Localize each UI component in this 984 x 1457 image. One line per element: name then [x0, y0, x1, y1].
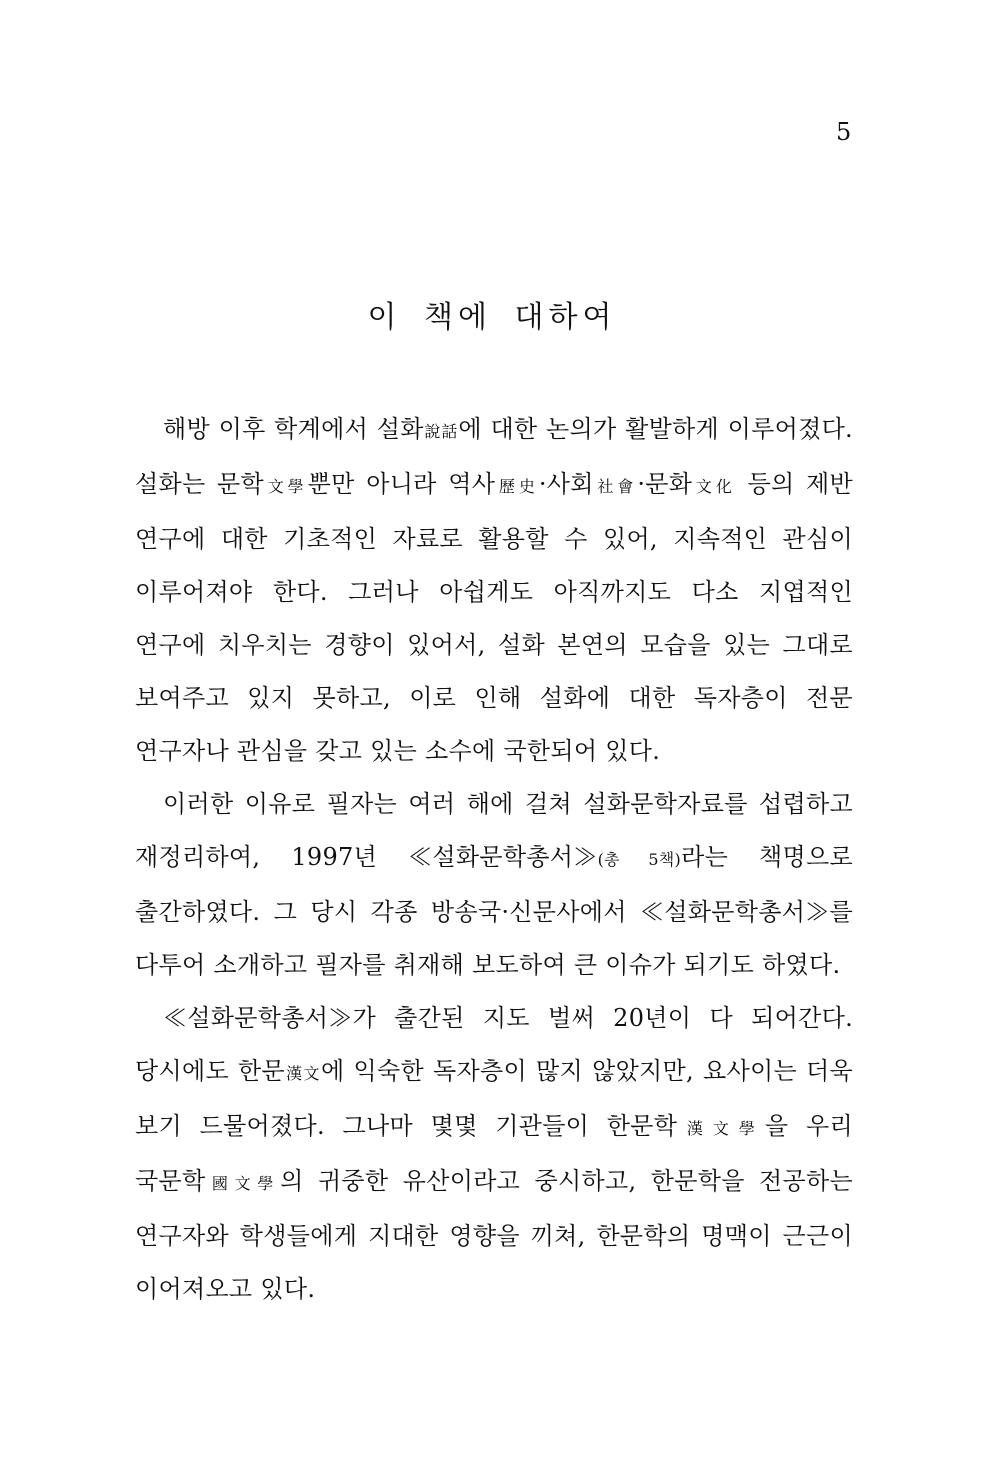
text-segment: ≪설화문학총서≫가 출간된 지도 벌써 20년이 다 되어간다. 당시에도 한문	[135, 1004, 853, 1085]
hanja-annotation: 國文學	[205, 1174, 281, 1193]
page-title: 이 책에 대하여	[367, 300, 617, 335]
body-text	[135, 403, 853, 1316]
small-annotation: (총 5책)	[597, 850, 682, 869]
hanja-annotation: 漢文	[284, 1064, 321, 1083]
text-segment: 이러한 이유로 필자는 여러 해에 걸쳐 설화문학자료를 섭렵하고 재정리하여, 1997년 ≪설화문학총서≫	[135, 790, 853, 871]
hanja-annotation: 說話	[423, 422, 459, 441]
hanja-annotation: 歷史	[495, 477, 539, 496]
text-segment: ·문화	[637, 470, 693, 498]
hanja-annotation: 漢文學	[677, 1119, 765, 1138]
paragraph-1	[135, 403, 853, 778]
text-segment: 에 익숙한 독자층이 많지 않았지만, 요사이는 더욱 보기 드물어졌다. 그나마 몇몇 기관들이 한문학	[135, 1057, 853, 1140]
hanja-annotation: 社會	[593, 477, 638, 496]
text-segment: 을 우리 국문학	[135, 1112, 853, 1195]
text-segment: 등의 제반 연구에 대한 기초적인 자료로 활용할 수 있어, 지속적인 관심이 이루어져야 한다. 그러나 아쉽게도 아직까지도 다소 지엽적인 연구에 치우치는 경향이 있어서, 설화 본연의 모습을 있는 그대로 보여주고 있지 못하고, 이로 인해 설화에 대한 독자층이 전문 연구자나 관심을 갖고 있는 소수에 국한되어 있다.	[135, 470, 854, 765]
hanja-annotation: 文化	[692, 477, 736, 496]
paragraph-2	[135, 778, 853, 992]
text-segment: 해방 이후 학계에서 설화	[163, 415, 424, 443]
text-segment: 뿐만 아니라 역사	[307, 470, 496, 498]
page-number: 5	[836, 118, 852, 146]
text-segment: 에 대한 논의가 활발하게 이루어졌다. 설화는 문학	[135, 415, 853, 498]
paragraph-3	[135, 992, 853, 1316]
hanja-annotation: 文學	[264, 477, 308, 496]
text-segment: ·사회	[538, 470, 594, 498]
text-segment: 의 귀중한 유산이라고 중시하고, 한문학을 전공하는 연구자와 학생들에게 지대한 영향을 끼쳐, 한문학의 명맥이 근근이 이어져오고 있다.	[135, 1167, 853, 1303]
text-segment: 라는 책명으로 출간하였다. 그 당시 각종 방송국·신문사에서 ≪설화문학총서≫를 다투어 소개하고 필자를 취재해 보도하여 큰 이슈가 되기도 하였다.	[135, 843, 853, 979]
